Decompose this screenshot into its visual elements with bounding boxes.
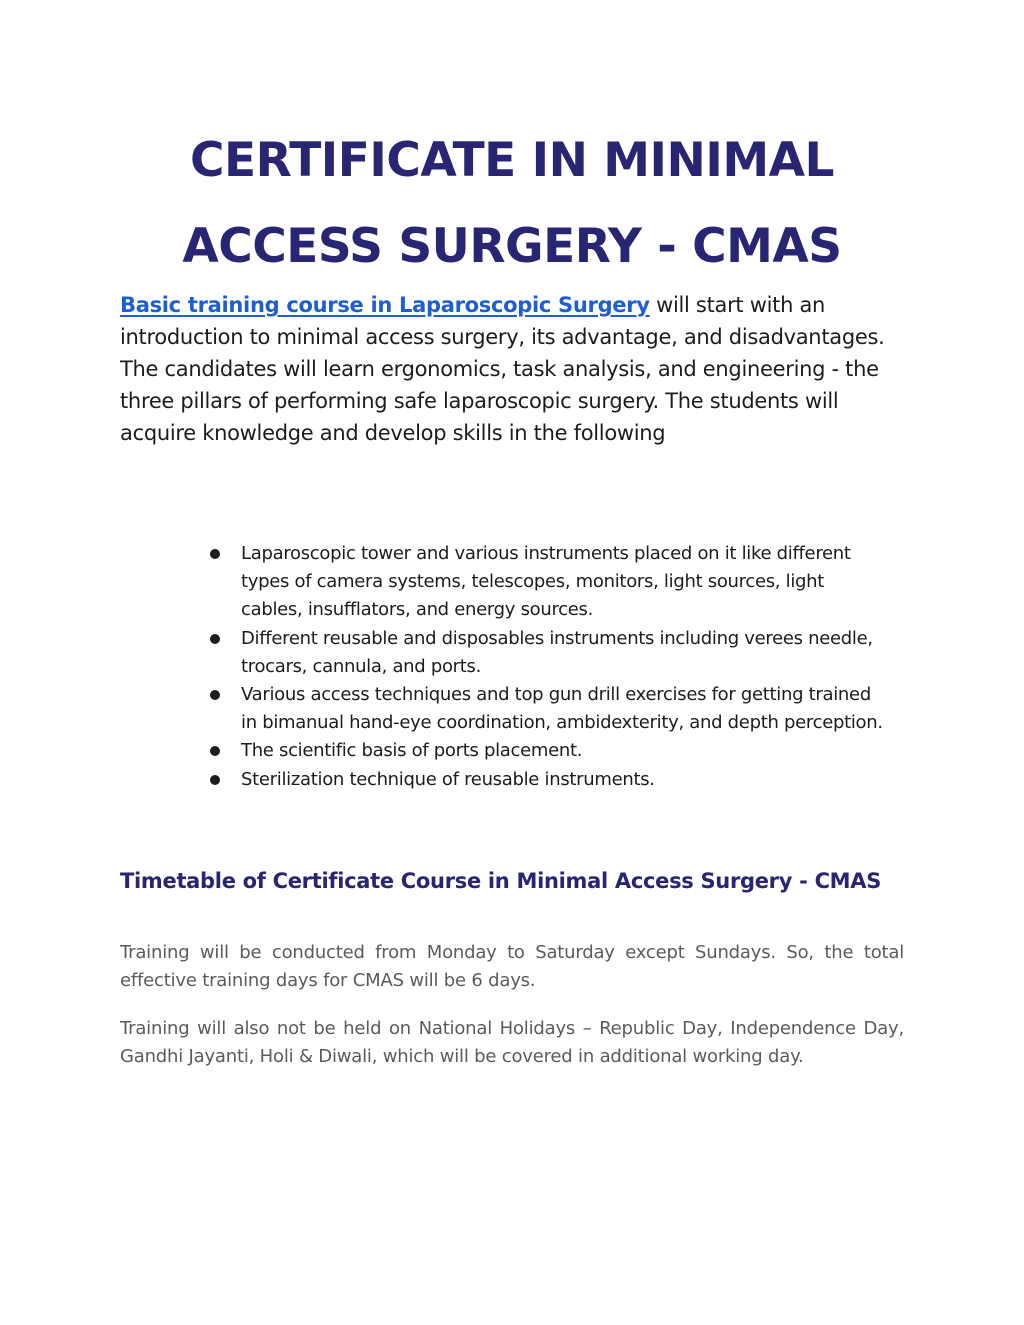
list-item-text: The scientific basis of ports placement. xyxy=(241,740,583,762)
timetable-paragraph-1: Training will be conducted from Monday to Saturday except Sundays. So, the total effective training days for CMAS will be 6 days. xyxy=(120,942,904,992)
list-item xyxy=(206,540,886,625)
list-item-text: Sterilization technique of reusable instruments. xyxy=(241,768,655,790)
list-item-text: Laparoscopic tower and various instruments placed on it like different types of camera systems, telescopes, monitors, light sources, light cables, insufflators, and energy sources. xyxy=(241,543,851,621)
list-item xyxy=(206,737,886,765)
bullet-dot-icon xyxy=(210,775,220,785)
list-item-text: Various access techniques and top gun drill exercises for getting trained in bimanual hand-eye coordination, ambidexterity, and depth perception. xyxy=(241,684,883,734)
list-item-text: Different reusable and disposables instruments including verees needle, trocars, cannula, and ports. xyxy=(241,627,873,677)
bullet-dot-icon xyxy=(210,634,220,644)
course-link[interactable]: Basic training course in Laparoscopic Surgery xyxy=(120,293,650,317)
bullet-dot-icon xyxy=(210,690,220,700)
intro-paragraph xyxy=(120,289,904,449)
skills-list xyxy=(206,540,886,794)
bullet-dot-icon xyxy=(210,746,220,756)
page-title xyxy=(120,118,904,290)
intro-text: will start with an introduction to minimal access surgery, its advantage, and disadvantages. The candidates will learn ergonomics, task analysis, and engineering - the three pillars of performing safe laparoscopic surgery. The students will acquire knowledge and develop skills in the following xyxy=(120,293,885,445)
list-item xyxy=(206,766,886,794)
timetable-heading: Timetable of Certificate Course in Minimal Access Surgery - CMAS xyxy=(120,869,882,893)
list-item xyxy=(206,625,886,681)
timetable-paragraph-2: Training will also not be held on National Holidays – Republic Day, Independence Day, Gandhi Jayanti, Holi & Diwali, which will be covered in additional working day. xyxy=(120,1018,904,1068)
page-title-line-1: CERTIFICATE IN MINIMAL xyxy=(190,133,834,188)
list-item xyxy=(206,681,886,737)
bullet-dot-icon xyxy=(210,549,220,559)
page-title-line-2: ACCESS SURGERY - CMAS xyxy=(182,219,842,274)
